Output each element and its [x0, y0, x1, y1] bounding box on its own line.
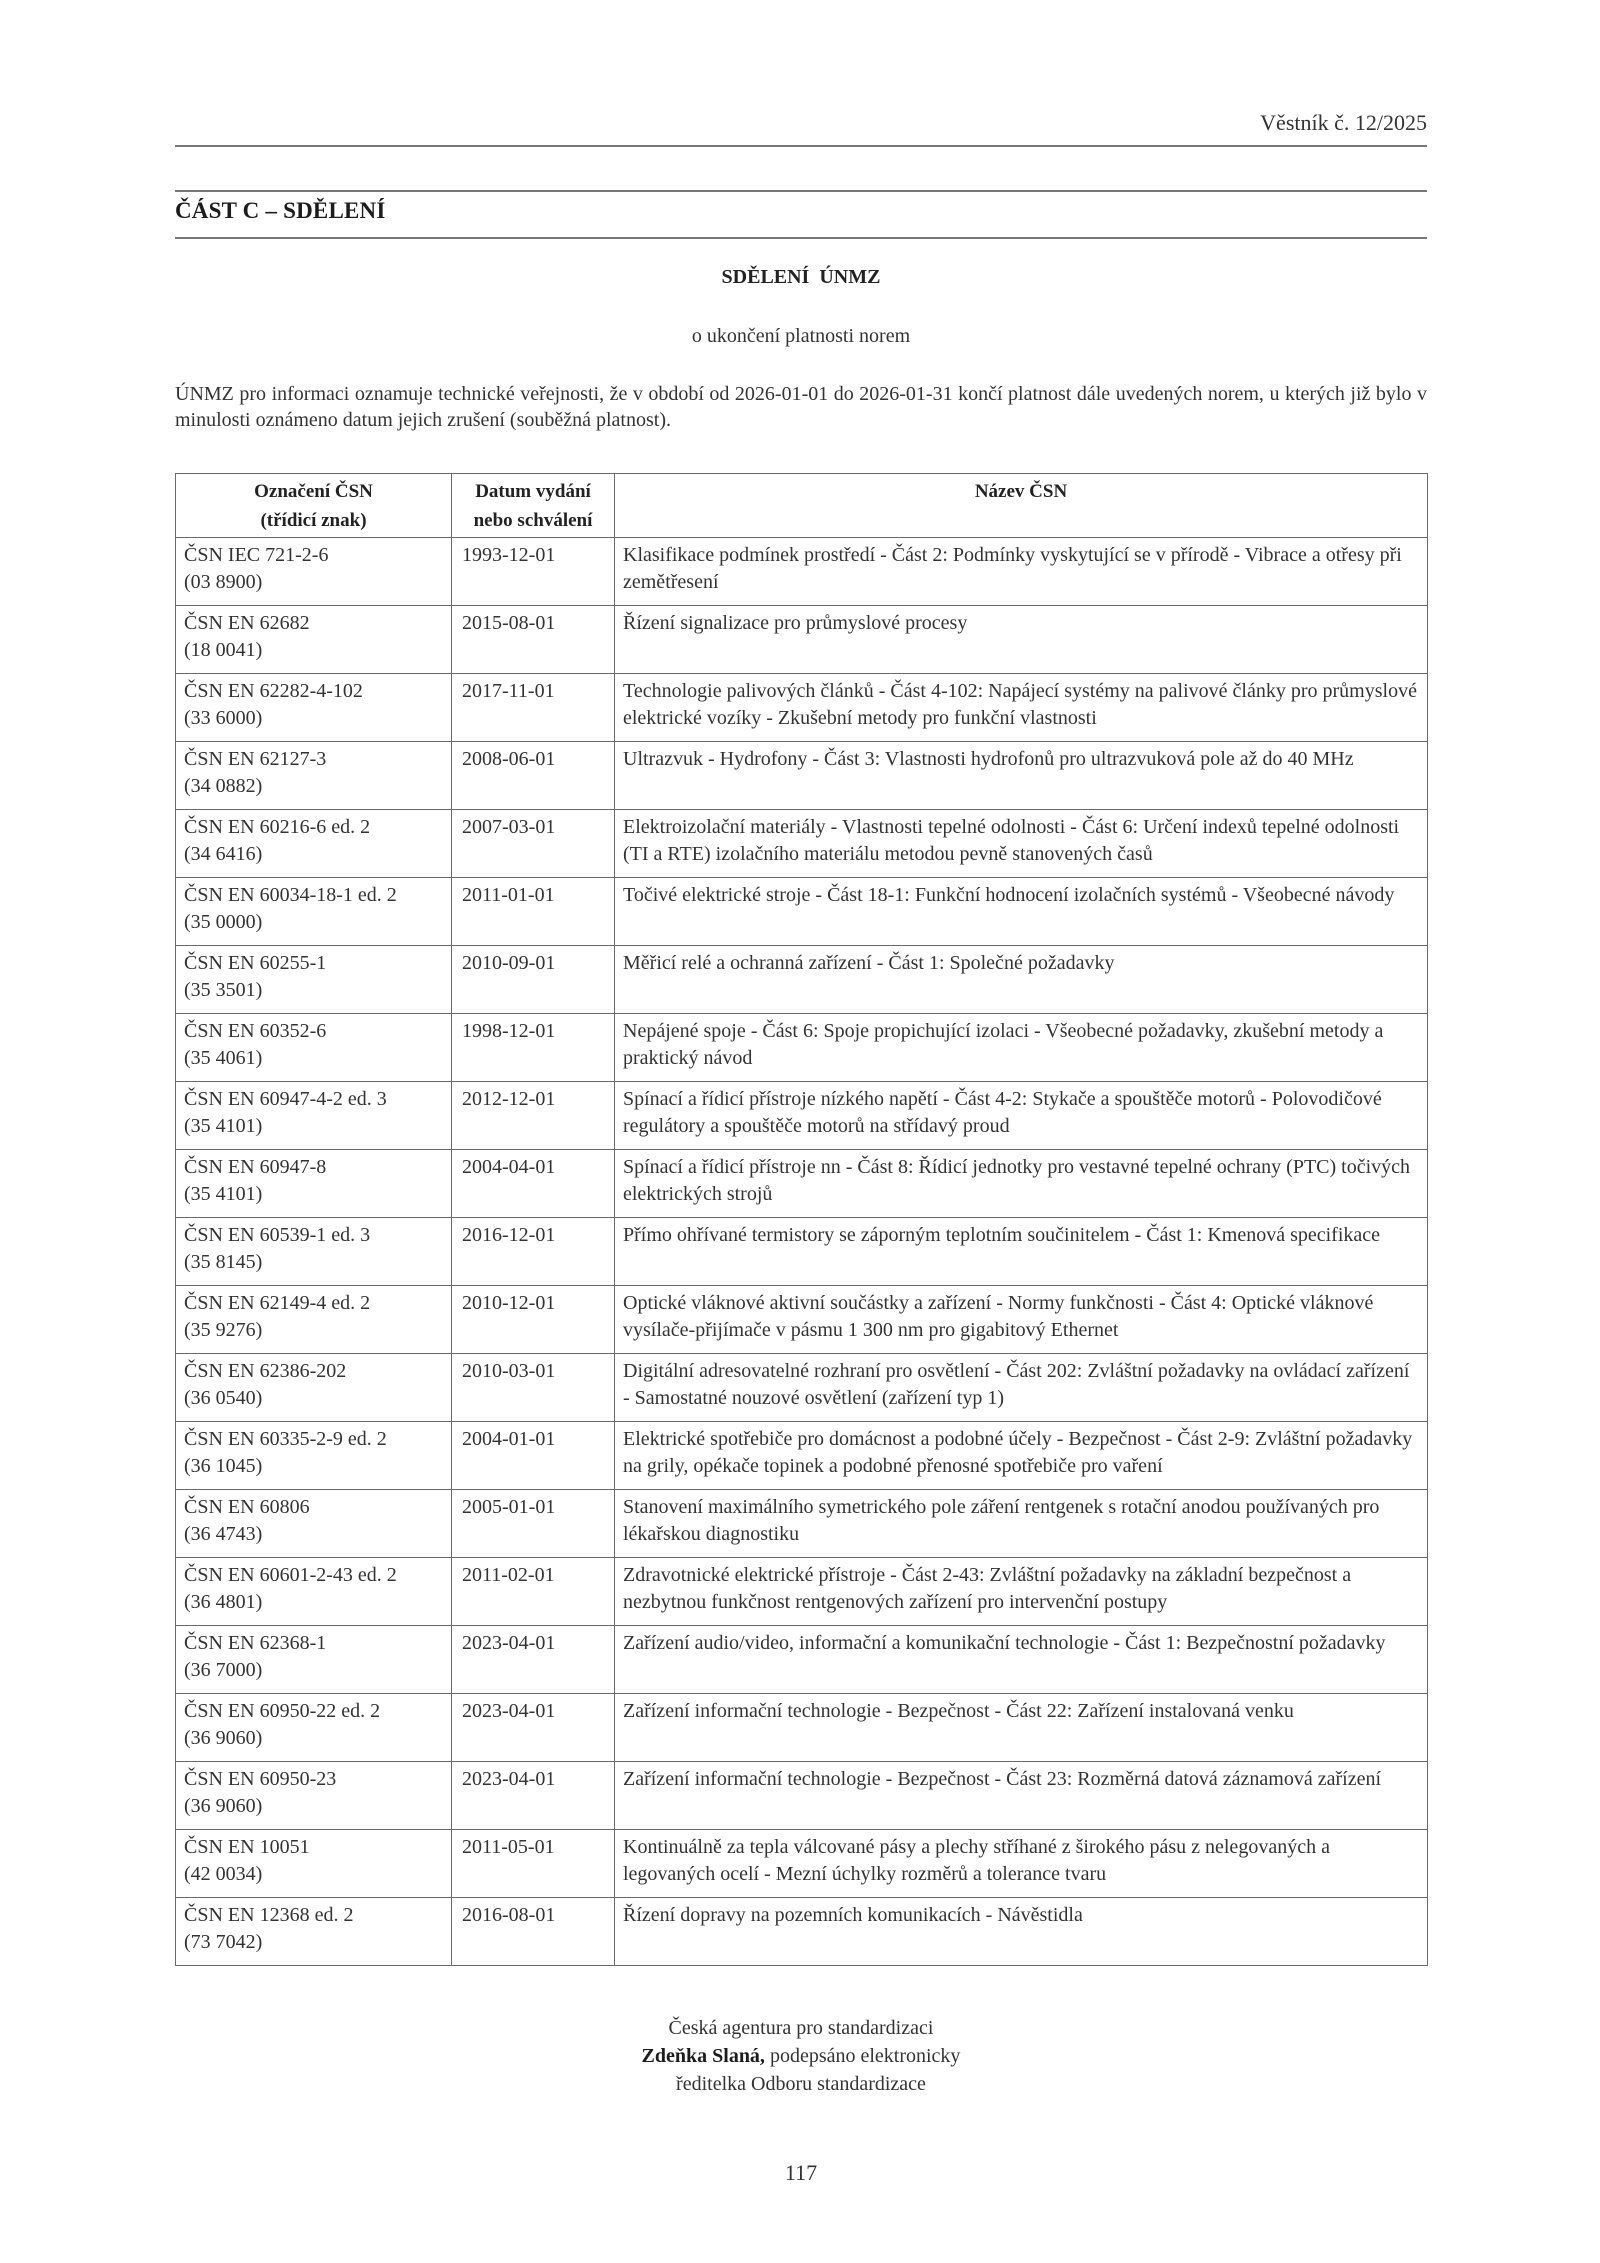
header-designation-line1: Označení ČSN — [254, 481, 373, 502]
date-cell: 2011-01-01 — [452, 878, 615, 946]
designation-cell — [176, 1218, 452, 1286]
table-row — [176, 1014, 1428, 1082]
designation-cell — [176, 946, 452, 1014]
norm-code: ČSN EN 60034-18-1 ed. 2 — [184, 884, 397, 906]
title-cell: Digitální adresovatelné rozhraní pro osvětlení - Část 202: Zvláštní požadavky na ovládací zařízení - Samostatné nouzové osvětlení (zařízení typ 1) — [615, 1354, 1428, 1422]
table-row — [176, 1422, 1428, 1490]
classification-mark: (35 4101) — [184, 1115, 263, 1137]
title-cell: Nepájené spoje - Část 6: Spoje propichující izolaci - Všeobecné požadavky, zkušební metody a praktický návod — [615, 1014, 1428, 1082]
designation-cell — [176, 1014, 452, 1082]
table-row — [176, 1218, 1428, 1286]
classification-mark: (36 1045) — [184, 1455, 263, 1477]
table-row — [176, 1354, 1428, 1422]
section-title: ČÁST C – SDĚLENÍ — [175, 198, 386, 223]
classification-mark: (03 8900) — [184, 571, 263, 593]
date-cell: 2017-11-01 — [452, 674, 615, 742]
title-cell: Kontinuálně za tepla válcované pásy a plechy stříhané z širokého pásu z nelegovaných a legovaných ocelí - Mezní úchylky rozměrů a tolerance tvaru — [615, 1830, 1428, 1898]
table-row — [176, 1762, 1428, 1830]
norm-code: ČSN EN 60216-6 ed. 2 — [184, 816, 371, 838]
norm-code: ČSN EN 60352-6 — [184, 1020, 327, 1042]
date-cell: 2023-04-01 — [452, 1762, 615, 1830]
intro-paragraph: ÚNMZ pro informaci oznamuje technické veřejnosti, že v období od 2026-01-01 do 2026-01-31 končí platnost dále uvedených norem, u kterých již bylo v minulosti oznámeno datum jejich zrušení (souběžná platnost). — [175, 383, 1427, 431]
title-cell: Elektrické spotřebiče pro domácnost a podobné účely - Bezpečnost - Část 2-9: Zvláštní požadavky na grily, opékače topinek a podobné přenosné spotřebiče pro vaření — [615, 1422, 1428, 1490]
classification-mark: (36 9060) — [184, 1727, 263, 1749]
norm-code: ČSN EN 62127-3 — [184, 748, 327, 770]
table-row — [176, 1286, 1428, 1354]
table-row — [176, 606, 1428, 674]
date-cell: 2007-03-01 — [452, 810, 615, 878]
classification-mark: (35 3501) — [184, 979, 263, 1001]
title-cell: Ultrazvuk - Hydrofony - Část 3: Vlastnosti hydrofonů pro ultrazvuková pole až do 40 MHz — [615, 742, 1428, 810]
classification-mark: (34 0882) — [184, 775, 263, 797]
classification-mark: (35 8145) — [184, 1251, 263, 1273]
notice-subtitle: o ukončení platnosti norem — [691, 325, 911, 347]
date-cell: 2011-05-01 — [452, 1830, 615, 1898]
classification-mark: (36 4801) — [184, 1591, 263, 1613]
designation-cell — [176, 878, 452, 946]
designation-cell — [176, 1082, 452, 1150]
table-row — [176, 1558, 1428, 1626]
date-cell: 2016-08-01 — [452, 1898, 615, 1966]
norm-code: ČSN IEC 721-2-6 — [184, 544, 329, 566]
designation-cell — [176, 1422, 452, 1490]
header-date-line2: nebo schválení — [473, 510, 593, 531]
norm-code: ČSN EN 60947-8 — [184, 1156, 327, 1178]
norm-code: ČSN EN 10051 — [184, 1836, 310, 1858]
classification-mark: (36 7000) — [184, 1659, 263, 1681]
norm-code: ČSN EN 60947-4-2 ed. 3 — [184, 1088, 387, 1110]
date-cell: 2023-04-01 — [452, 1626, 615, 1694]
designation-cell — [176, 1694, 452, 1762]
table-row — [176, 1626, 1428, 1694]
date-cell: 2015-08-01 — [452, 606, 615, 674]
date-cell: 2004-04-01 — [452, 1150, 615, 1218]
title-cell: Přímo ohřívané termistory se záporným teplotním součinitelem - Část 1: Kmenová specifikace — [615, 1218, 1428, 1286]
classification-mark: (35 0000) — [184, 911, 263, 933]
designation-cell — [176, 538, 452, 606]
title-cell: Spínací a řídicí přístroje nn - Část 8: Řídicí jednotky pro vestavné tepelné ochrany (PTC) točivých elektrických strojů — [615, 1150, 1428, 1218]
classification-mark: (33 6000) — [184, 707, 263, 729]
designation-cell — [176, 1830, 452, 1898]
signature-line — [175, 2042, 1427, 2070]
signature-organization: Česká agentura pro standardizaci — [668, 2017, 934, 2039]
classification-mark: (36 0540) — [184, 1387, 263, 1409]
title-cell: Řízení signalizace pro průmyslové procesy — [615, 606, 1428, 674]
date-cell: 2008-06-01 — [452, 742, 615, 810]
section-rule-bottom — [175, 237, 1427, 239]
designation-cell — [176, 1490, 452, 1558]
date-cell: 2010-03-01 — [452, 1354, 615, 1422]
table-row — [176, 538, 1428, 606]
designation-cell — [176, 810, 452, 878]
signed-note: podepsáno elektronicky — [764, 2045, 961, 2067]
date-cell: 2010-12-01 — [452, 1286, 615, 1354]
header-title — [615, 474, 1428, 538]
table-header-row — [176, 474, 1428, 538]
date-cell: 2023-04-01 — [452, 1694, 615, 1762]
designation-cell — [176, 1762, 452, 1830]
title-cell: Točivé elektrické stroje - Část 18-1: Funkční hodnocení izolačních systémů - Všeobecné návody — [615, 878, 1428, 946]
title-cell: Klasifikace podmínek prostředí - Část 2: Podmínky vyskytující se v přírodě - Vibrace a otřesy při zemětřesení — [615, 538, 1428, 606]
designation-cell — [176, 742, 452, 810]
header-title-text: Název ČSN — [974, 481, 1068, 502]
table-row — [176, 1830, 1428, 1898]
signatory-position: ředitelka Odboru standardizace — [676, 2073, 926, 2095]
title-cell: Zařízení informační technologie - Bezpečnost - Část 22: Zařízení instalovaná venku — [615, 1694, 1428, 1762]
table-row — [176, 946, 1428, 1014]
notice-title: SDĚLENÍ ÚNMZ — [721, 266, 881, 288]
header-designation-line2: (třídicí znak) — [260, 510, 367, 531]
norm-code: ČSN EN 60539-1 ed. 3 — [184, 1224, 371, 1246]
designation-cell — [176, 1354, 452, 1422]
table-row — [176, 1694, 1428, 1762]
table-row — [176, 810, 1428, 878]
norm-code: ČSN EN 60950-23 — [184, 1768, 337, 1790]
running-head: Věstník č. 12/2025 — [1260, 110, 1427, 135]
norm-code: ČSN EN 60806 — [184, 1496, 310, 1518]
table-row — [176, 1082, 1428, 1150]
title-cell: Měřicí relé a ochranná zařízení - Část 1: Společné požadavky — [615, 946, 1428, 1014]
table-row — [176, 1898, 1428, 1966]
title-cell: Zdravotnické elektrické přístroje - Část 2-43: Zvláštní požadavky na základní bezpečnost a nezbytnou funkčnost rentgenových zařízení pro intervenční postupy — [615, 1558, 1428, 1626]
norm-code: ČSN EN 62682 — [184, 612, 310, 634]
norm-code: ČSN EN 60601-2-43 ed. 2 — [184, 1564, 397, 1586]
date-cell: 2005-01-01 — [452, 1490, 615, 1558]
section-rule-top — [175, 190, 1427, 192]
date-cell: 2012-12-01 — [452, 1082, 615, 1150]
designation-cell — [176, 674, 452, 742]
signatory-name: Zdeňka Slaná, — [641, 2045, 765, 2067]
norm-code: ČSN EN 62282-4-102 — [184, 680, 363, 702]
title-cell: Technologie palivových článků - Část 4-102: Napájecí systémy na palivové články pro průmyslové elektrické vozíky - Zkušební metody pro funkční vlastnosti — [615, 674, 1428, 742]
classification-mark: (34 6416) — [184, 843, 263, 865]
classification-mark: (35 9276) — [184, 1319, 263, 1341]
title-cell: Optické vláknové aktivní součástky a zařízení - Normy funkčnosti - Část 4: Optické vláknové vysílače-přijímače v pásmu 1 300 nm pro gigabitový Ethernet — [615, 1286, 1428, 1354]
page-number: 117 — [784, 2160, 818, 2185]
norm-code: ČSN EN 60255-1 — [184, 952, 327, 974]
norm-code: ČSN EN 62149-4 ed. 2 — [184, 1292, 371, 1314]
norm-code: ČSN EN 12368 ed. 2 — [184, 1904, 354, 1926]
norm-code: ČSN EN 62386-202 — [184, 1360, 347, 1382]
classification-mark: (18 0041) — [184, 639, 263, 661]
title-cell: Zařízení audio/video, informační a komunikační technologie - Část 1: Bezpečnostní požadavky — [615, 1626, 1428, 1694]
classification-mark: (36 4743) — [184, 1523, 263, 1545]
title-cell: Elektroizolační materiály - Vlastnosti tepelné odolnosti - Část 6: Určení indexů tepelné odolnosti (TI a RTE) izolačního materiálu metodou pevně stanovených časů — [615, 810, 1428, 878]
norm-code: ČSN EN 60335-2-9 ed. 2 — [184, 1428, 387, 1450]
date-cell: 2004-01-01 — [452, 1422, 615, 1490]
table-row — [176, 1150, 1428, 1218]
norms-table — [175, 473, 1428, 1966]
header-date — [452, 474, 615, 538]
title-cell: Řízení dopravy na pozemních komunikacích - Návěstidla — [615, 1898, 1428, 1966]
header-designation — [176, 474, 452, 538]
table-row — [176, 742, 1428, 810]
signature-block — [175, 2014, 1427, 2098]
classification-mark: (42 0034) — [184, 1863, 263, 1885]
designation-cell — [176, 1150, 452, 1218]
designation-cell — [176, 1898, 452, 1966]
date-cell: 2011-02-01 — [452, 1558, 615, 1626]
norm-code: ČSN EN 62368-1 — [184, 1632, 327, 1654]
date-cell: 1998-12-01 — [452, 1014, 615, 1082]
table-row — [176, 674, 1428, 742]
classification-mark: (35 4101) — [184, 1183, 263, 1205]
norm-code: ČSN EN 60950-22 ed. 2 — [184, 1700, 381, 1722]
classification-mark: (35 4061) — [184, 1047, 263, 1069]
title-cell: Stanovení maximálního symetrického pole záření rentgenek s rotační anodou používaných pro lékařskou diagnostiku — [615, 1490, 1428, 1558]
designation-cell — [176, 1626, 452, 1694]
table-row — [176, 878, 1428, 946]
header-date-line1: Datum vydání — [475, 481, 591, 502]
designation-cell — [176, 1286, 452, 1354]
date-cell: 2010-09-01 — [452, 946, 615, 1014]
header-rule — [175, 145, 1427, 147]
classification-mark: (36 9060) — [184, 1795, 263, 1817]
title-cell: Zařízení informační technologie - Bezpečnost - Část 23: Rozměrná datová záznamová zařízení — [615, 1762, 1428, 1830]
table-row — [176, 1490, 1428, 1558]
date-cell: 2016-12-01 — [452, 1218, 615, 1286]
classification-mark: (73 7042) — [184, 1931, 263, 1953]
title-cell: Spínací a řídicí přístroje nízkého napětí - Část 4-2: Stykače a spouštěče motorů - Polovodičové regulátory a spouštěče motorů na střídavý proud — [615, 1082, 1428, 1150]
date-cell: 1993-12-01 — [452, 538, 615, 606]
designation-cell — [176, 606, 452, 674]
designation-cell — [176, 1558, 452, 1626]
